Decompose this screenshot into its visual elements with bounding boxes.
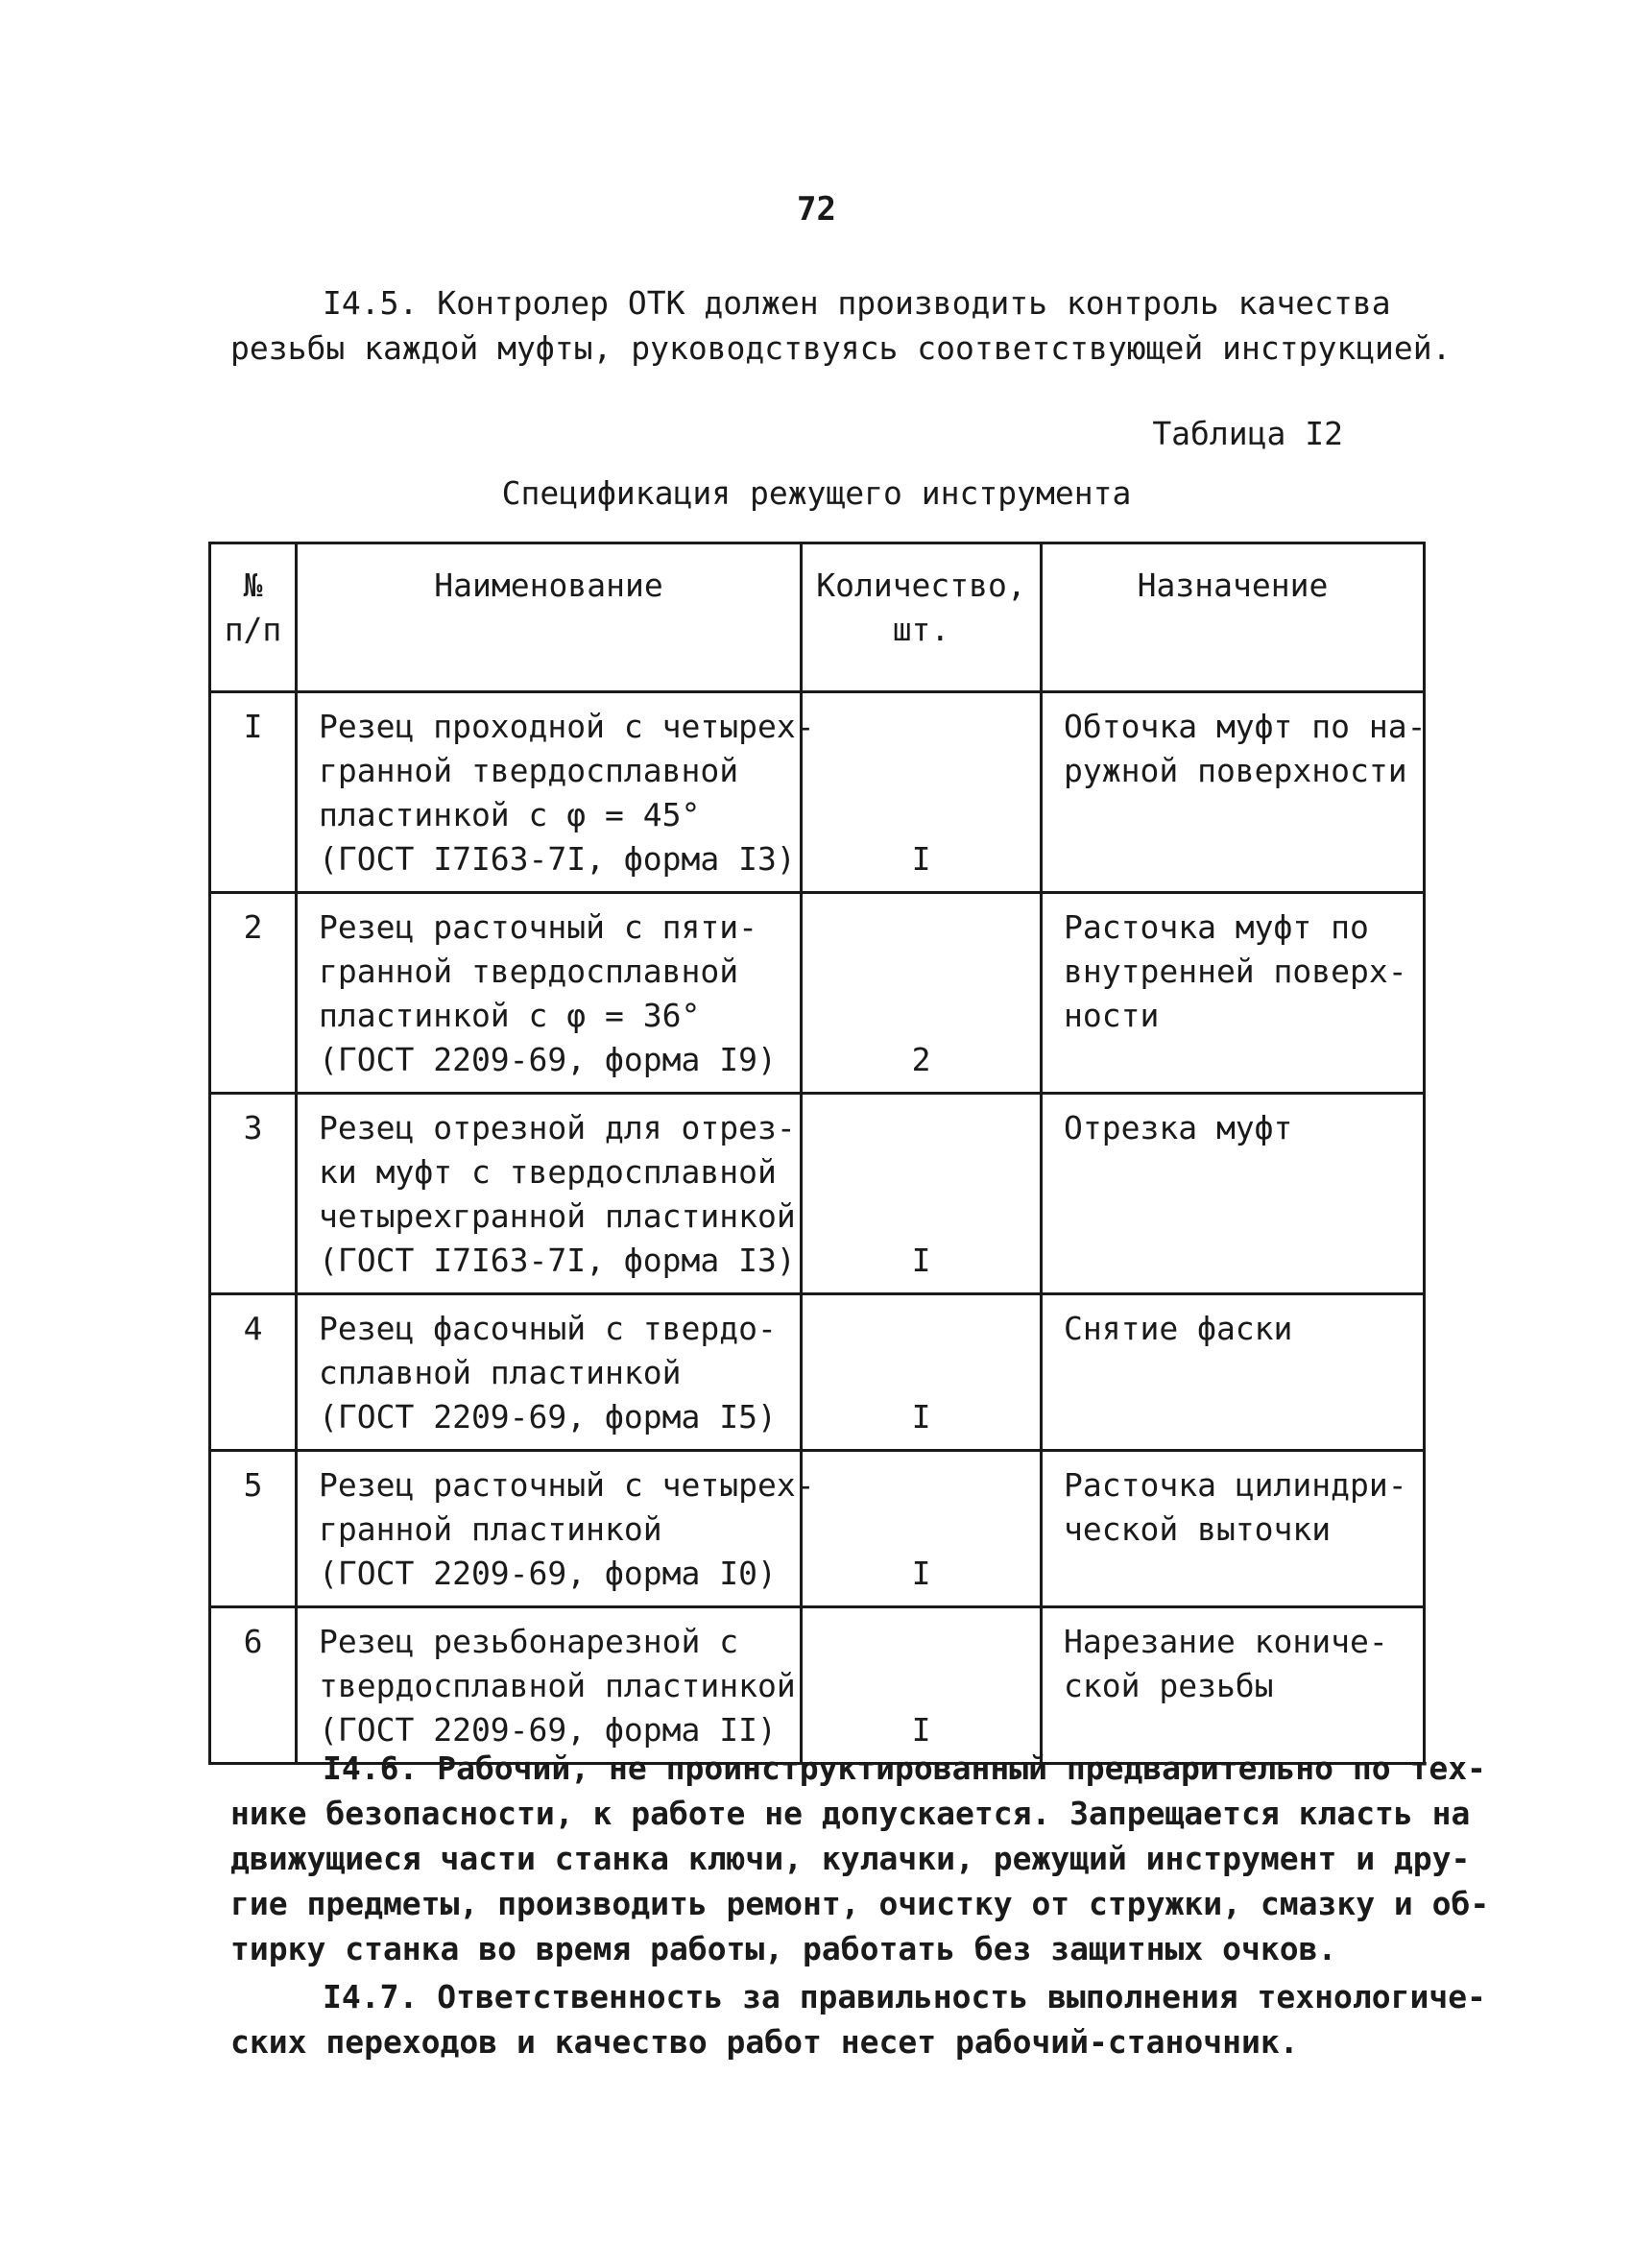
row-num: I [210, 692, 297, 893]
name-line: (ГОСТ I7I63-7I, форма I3) [319, 1242, 796, 1279]
name-line: Резец отрезной для отрез- [319, 1109, 796, 1146]
paragraph-line: движущиеся части станка ключи, кулачки, режущий инструмент и дру- [230, 1840, 1471, 1877]
header-qty [802, 543, 1042, 692]
row-qty: I [802, 692, 1042, 893]
paragraph-14-5 [230, 280, 1452, 371]
row-purpose [1042, 1451, 1425, 1607]
paragraph-line: резьбы каждой муфты, руководствуясь соответствующей инструкцией. [230, 329, 1452, 367]
table-header-row [210, 543, 1425, 692]
paragraph-line: I4.5. Контролер ОТК должен производить контроль качества [323, 284, 1391, 322]
row-purpose [1042, 692, 1425, 893]
table-row [210, 692, 1425, 893]
row-num: 4 [210, 1294, 297, 1451]
row-qty: I [802, 1607, 1042, 1764]
purpose-line: Снятие фаски [1064, 1310, 1293, 1347]
row-num: 3 [210, 1094, 297, 1294]
name-line: (ГОСТ 2209-69, форма I9) [319, 1041, 777, 1078]
purpose-line: Обточка муфт по на- [1064, 708, 1427, 745]
name-line: Резец расточный с пяти- [319, 908, 757, 946]
header-num [210, 543, 297, 692]
row-name [297, 1294, 802, 1451]
name-line: гранной твердосплавной [319, 752, 739, 789]
header-text: Наименование [434, 567, 663, 604]
name-line: (ГОСТ 2209-69, форма I0) [319, 1555, 777, 1592]
purpose-line: ружной поверхности [1064, 752, 1407, 789]
name-line: гранной твердосплавной [319, 953, 739, 990]
name-line: (ГОСТ I7I63-7I, форма I3) [319, 840, 796, 878]
table-row [210, 1607, 1425, 1764]
row-name [297, 1094, 802, 1294]
purpose-line: Расточка муфт по [1064, 908, 1369, 946]
page-number: 72 [797, 190, 836, 229]
name-line: (ГОСТ 2209-69, форма I5) [319, 1398, 777, 1436]
name-line: Резец проходной с четырех- [319, 708, 815, 745]
row-qty: I [802, 1294, 1042, 1451]
row-num: 5 [210, 1451, 297, 1607]
header-text: № [243, 567, 263, 604]
table-row [210, 893, 1425, 1094]
table-label: Таблица I2 [1152, 415, 1343, 452]
paragraph-14-7 [230, 1974, 1486, 2064]
paragraph-line: гие предметы, производить ремонт, очистку от стружки, смазку и об- [230, 1885, 1490, 1922]
name-line: (ГОСТ 2209-69, форма II) [319, 1711, 777, 1749]
name-line: ки муфт с твердосплавной [319, 1153, 777, 1191]
table-row [210, 1094, 1425, 1294]
name-line: твердосплавной пластинкой [319, 1667, 796, 1704]
row-name [297, 893, 802, 1094]
header-text: Количество, [816, 567, 1026, 604]
row-num: 6 [210, 1607, 297, 1764]
row-purpose [1042, 893, 1425, 1094]
purpose-line: Отрезка муфт [1064, 1109, 1293, 1146]
name-line: сплавной пластинкой [319, 1354, 682, 1391]
row-qty: I [802, 1094, 1042, 1294]
paragraph-14-6 [230, 1746, 1490, 1971]
paragraph-line: I4.7. Ответственность за правильность выполнения технологиче- [323, 1978, 1486, 2015]
header-name [297, 543, 802, 692]
purpose-line: ской резьбы [1064, 1667, 1274, 1704]
header-text: шт. [892, 611, 950, 648]
name-line: пластинкой с φ = 36° [319, 997, 701, 1034]
purpose-line: Нарезание кониче- [1064, 1623, 1388, 1660]
table-row [210, 1294, 1425, 1451]
row-num: 2 [210, 893, 297, 1094]
name-line: четырехгранной пластинкой [319, 1197, 796, 1235]
row-purpose [1042, 1094, 1425, 1294]
name-line: Резец фасочный с твердо- [319, 1310, 777, 1347]
row-purpose [1042, 1607, 1425, 1764]
paragraph-line: I4.6. Рабочий, не проинструктированный предварительно по тех- [323, 1749, 1486, 1787]
name-line: Резец резьбонарезной с [319, 1623, 739, 1660]
row-qty: I [802, 1451, 1042, 1607]
paragraph-line: ских переходов и качество работ несет рабочий-станочник. [230, 2023, 1299, 2061]
paragraph-line: тирку станка во время работы, работать без защитных очков. [230, 1930, 1337, 1967]
header-text: п/п [224, 611, 282, 648]
name-line: пластинкой с φ = 45° [319, 796, 701, 833]
purpose-line: внутренней поверх- [1064, 953, 1407, 990]
name-line: Резец расточный с четырех- [319, 1466, 815, 1504]
row-name [297, 1451, 815, 1607]
purpose-line: ности [1064, 997, 1160, 1034]
row-purpose [1042, 1294, 1425, 1451]
header-text: Назначение [1137, 567, 1329, 604]
purpose-line: Расточка цилиндри- [1064, 1466, 1407, 1504]
cutting-tools-table [208, 542, 1426, 1765]
header-purpose [1042, 543, 1425, 692]
row-name [297, 1607, 802, 1764]
table-title: Спецификация режущего инструмента [501, 474, 1132, 512]
row-name [297, 692, 815, 893]
row-qty: 2 [802, 893, 1042, 1094]
table-row [210, 1451, 1425, 1607]
paragraph-line: нике безопасности, к работе не допускается. Запрещается класть на [230, 1795, 1471, 1832]
purpose-line: ческой выточки [1064, 1510, 1332, 1548]
name-line: гранной пластинкой [319, 1510, 662, 1548]
